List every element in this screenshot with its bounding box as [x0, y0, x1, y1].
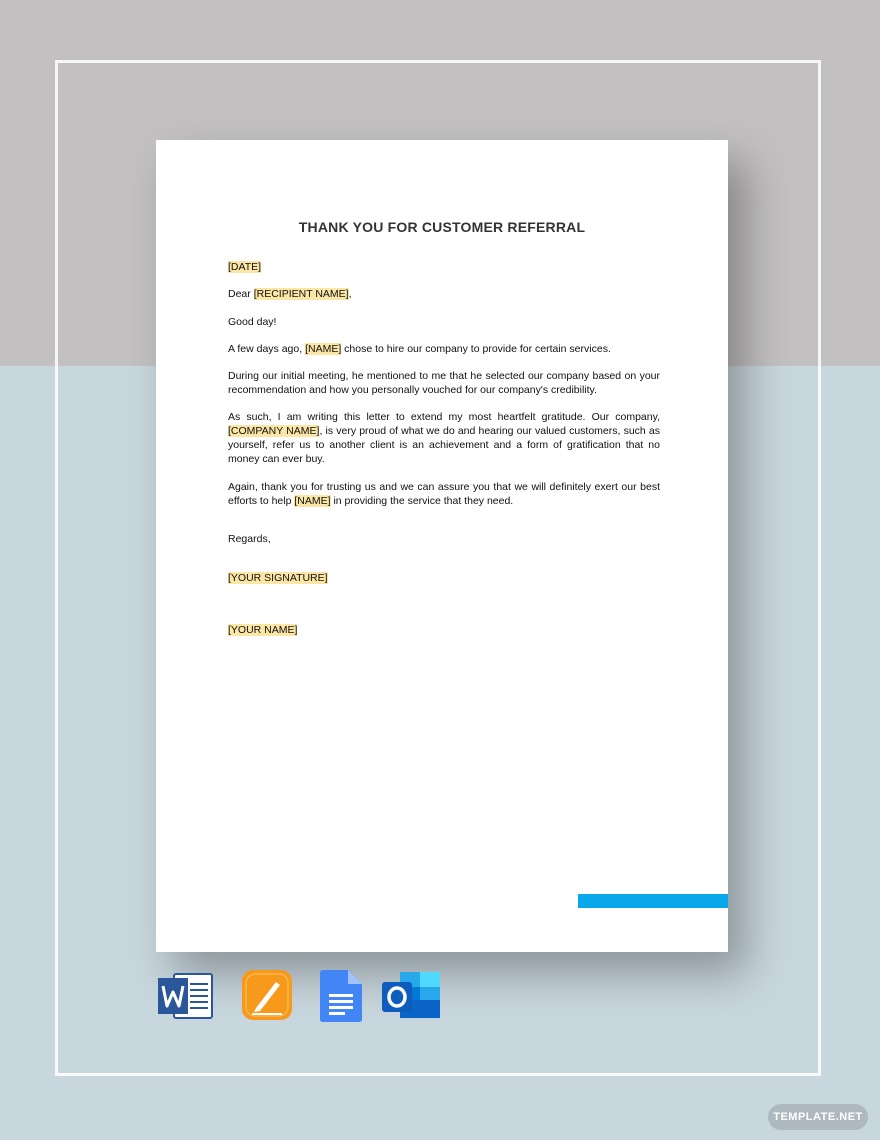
paragraph-4	[228, 480, 660, 508]
signature-line	[228, 571, 660, 585]
paragraph-2: During our initial meeting, he mentioned to me that he selected our company based on your recommendation and how you personally vouched for our company's credibility.	[228, 370, 660, 396]
greeting: Good day!	[228, 316, 277, 328]
salutation	[228, 287, 660, 301]
salutation-prefix: Dear	[228, 288, 254, 300]
date-line	[228, 260, 660, 274]
paragraph-4-start: Again, thank you for trusting us and we can assure you that we will definitely exert our best efforts to help	[228, 481, 660, 507]
company-name-placeholder: [COMPANY NAME]	[228, 425, 320, 437]
paragraph-3-start: As such, I am writing this letter to extend my most heartfelt gratitude. Our company,	[228, 411, 660, 423]
document-title: THANK YOU FOR CUSTOMER REFERRAL	[298, 219, 586, 235]
document-page	[156, 140, 728, 952]
paragraph-1	[228, 342, 660, 356]
google-docs-icon[interactable]	[320, 970, 362, 1022]
closing: Regards,	[228, 533, 271, 545]
salutation-suffix: ,	[348, 288, 352, 300]
name-line	[228, 623, 660, 637]
template-net-badge[interactable]: TEMPLATE.NET	[768, 1104, 868, 1130]
your-name-placeholder: [YOUR NAME]	[228, 624, 298, 636]
paragraph-1-start: A few days ago,	[228, 343, 306, 355]
signature-placeholder: [YOUR SIGNATURE]	[228, 572, 328, 584]
recipient-placeholder: [RECIPIENT NAME]	[253, 288, 349, 300]
paragraph-3-end: , is very proud of what we do and hearing our valued customers, such as yourself, refer us to another client is an achievement and a form of gratification that no money can ever buy.	[228, 425, 660, 465]
pages-icon[interactable]	[242, 970, 292, 1020]
name-placeholder: [NAME]	[305, 343, 342, 355]
outlook-icon[interactable]	[382, 970, 442, 1022]
paragraph-4-end: in providing the service that they need.	[330, 495, 514, 507]
paragraph-3	[228, 410, 660, 466]
name-placeholder-2: [NAME]	[294, 495, 331, 507]
accent-bar	[578, 894, 728, 908]
paragraph-1-end: chose to hire our company to provide for certain services.	[341, 343, 611, 355]
word-icon[interactable]	[158, 970, 214, 1022]
date-placeholder: [DATE]	[228, 261, 262, 273]
